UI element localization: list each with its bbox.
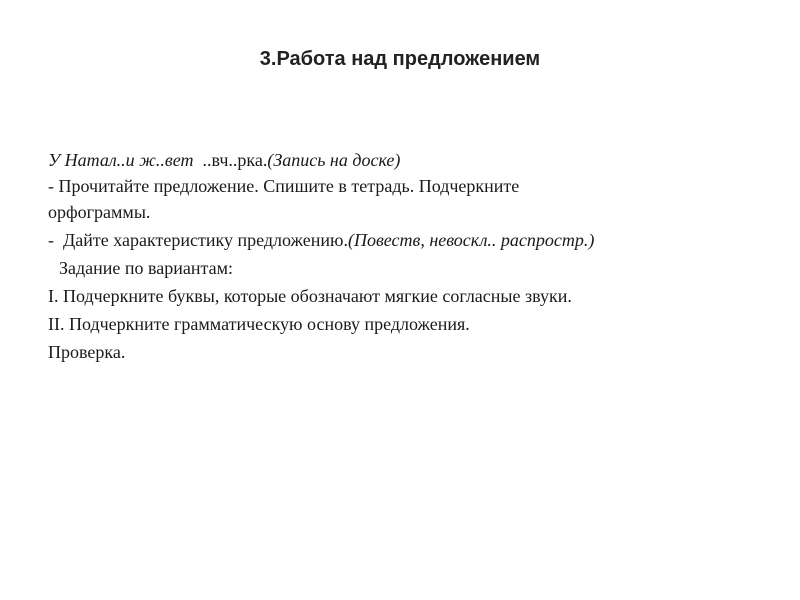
- task1-line2: орфограммы.: [48, 202, 151, 222]
- variant1-line: I. Подчеркните буквы, которые обозначают мягкие согласные звуки.: [48, 286, 572, 306]
- variant2-line: II. Подчеркните грамматическую основу предложения.: [48, 314, 470, 334]
- task2-note: (Повеств, невоскл.. распростр.): [347, 230, 595, 250]
- task2-text: - Дайте характеристику предложению.: [48, 230, 348, 250]
- sentence-note: (Запись на доске): [267, 150, 401, 170]
- slide-body: [48, 147, 748, 365]
- check-line: Проверка.: [48, 342, 126, 362]
- sentence-plain: ..вч..рка.: [193, 150, 268, 170]
- variants-heading: Задание по вариантам:: [59, 258, 234, 278]
- task1-line1: - Прочитайте предложение. Спишите в тетрадь. Подчеркните: [48, 176, 520, 196]
- task2-line: [48, 227, 748, 253]
- sentence-line: [48, 147, 748, 173]
- slide-title: 3.Работа над предложением: [259, 48, 541, 70]
- sentence-italic: У Натал..и ж..вет: [48, 150, 194, 170]
